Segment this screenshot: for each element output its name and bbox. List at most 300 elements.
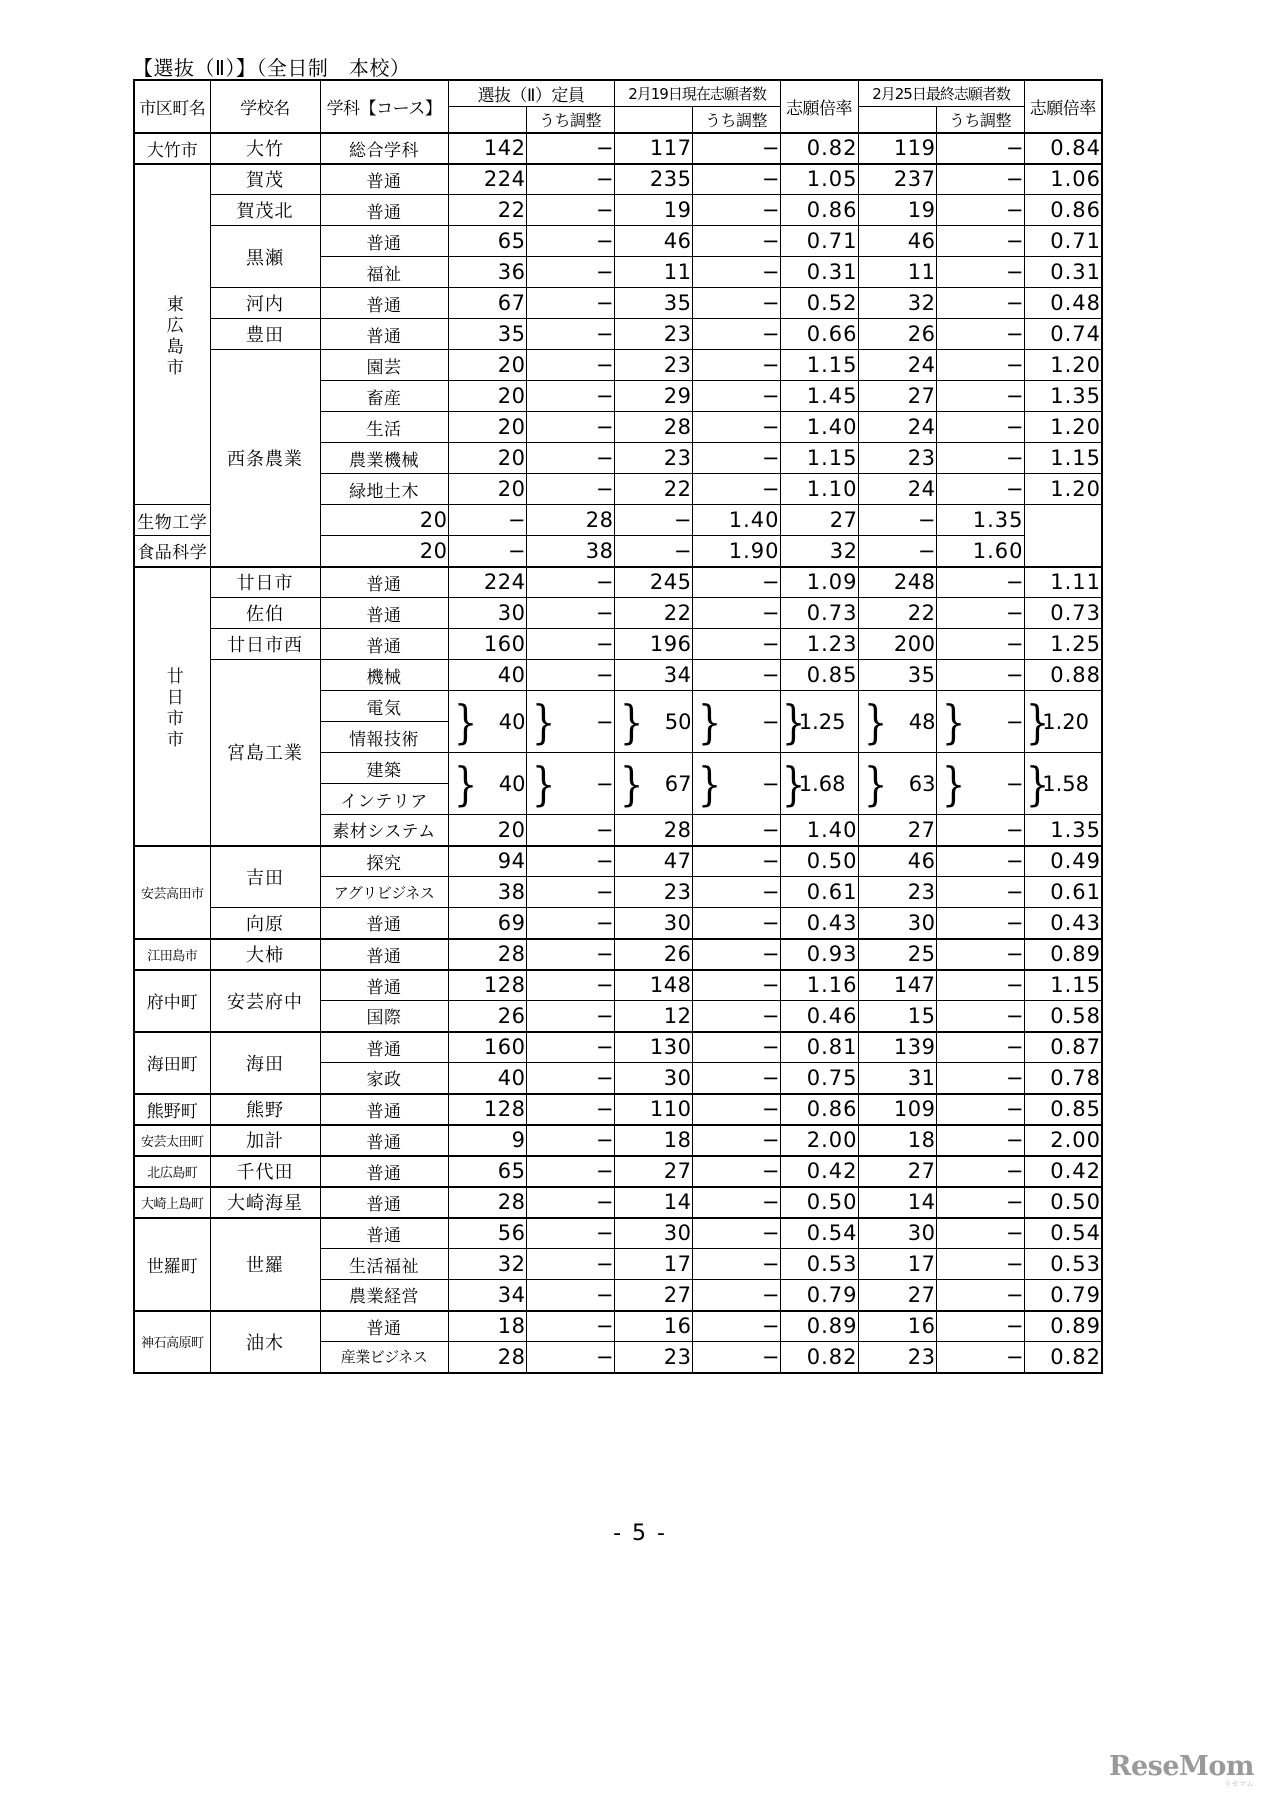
cell-applicants-feb19: 30 [614, 908, 692, 939]
cell-school: 賀茂北 [210, 195, 320, 226]
cell-quota: 160 [448, 1032, 526, 1063]
cell-rate-feb25: 0.87 [1024, 1032, 1102, 1063]
cell-applicants-feb19-adjust: − [692, 1001, 780, 1032]
cell-applicants-feb25: 19 [858, 195, 936, 226]
cell-course: 情報技術 [320, 722, 448, 753]
th-quota-value [448, 107, 526, 133]
brace-icon: } [863, 756, 887, 811]
cell-rate-feb19: 1.05 [780, 164, 858, 195]
cell-applicants-feb25-adjust: − [936, 381, 1024, 412]
cell-course: 総合学科 [320, 133, 448, 164]
cell-course: 生活福祉 [320, 1249, 448, 1280]
cell-quota-adjust: − [526, 598, 614, 629]
cell-applicants-feb19-adjust: − [692, 381, 780, 412]
cell-applicants-feb19: 27 [614, 1280, 692, 1311]
cell-quota-adjust: − [526, 815, 614, 846]
page-title: 【選抜（Ⅱ）】（全日制 本校） [133, 56, 411, 80]
cell-applicants-feb25-adjust: − [936, 1094, 1024, 1125]
brace-icon: } [531, 756, 555, 811]
cell-course: 普通 [320, 1187, 448, 1218]
th-app25-value [858, 107, 936, 133]
cell-applicants-feb19: 17 [614, 1249, 692, 1280]
cell-quota-adjust: − [526, 1094, 614, 1125]
cell-course: 普通 [320, 226, 448, 257]
table-row [134, 660, 1102, 691]
cell-quota-value: 40 [498, 709, 526, 734]
cell-applicants-feb25: 23 [858, 443, 936, 474]
cell-quota-adjust: − [526, 1001, 614, 1032]
cell-course: 家政 [320, 1063, 448, 1094]
cell-rate-feb25: 1.20 [1024, 412, 1102, 443]
cell-applicants-feb25-adjust-value: − [1005, 709, 1024, 734]
cell-applicants-feb25-adjust: − [936, 443, 1024, 474]
cell-city: 熊野町 [134, 1094, 210, 1125]
cell-quota: 56 [448, 1218, 526, 1249]
cell-quota: 40 [448, 660, 526, 691]
cell-quota-adjust: − [526, 1249, 614, 1280]
cell-rate-feb25: 1.35 [936, 505, 1024, 536]
cell-rate-feb19: 0.31 [780, 257, 858, 288]
cell-quota [448, 753, 526, 815]
cell-applicants-feb25-value: 63 [908, 771, 936, 796]
cell-school: 佐伯 [210, 598, 320, 629]
cell-applicants-feb25-adjust: − [936, 1218, 1024, 1249]
cell-applicants-feb19: 28 [526, 505, 614, 536]
cell-applicants-feb19-adjust: − [692, 350, 780, 381]
cell-rate-feb19: 0.42 [780, 1156, 858, 1187]
table-row [134, 164, 1102, 195]
cell-rate-feb19: 1.10 [780, 474, 858, 505]
cell-school: 西条農業 [210, 350, 320, 567]
table-row [134, 1032, 1102, 1063]
cell-city: 世羅町 [134, 1218, 210, 1311]
cell-course: 普通 [320, 598, 448, 629]
cell-applicants-feb25-adjust: − [936, 350, 1024, 381]
cell-course: 食品科学 [134, 536, 210, 567]
cell-course: 普通 [320, 908, 448, 939]
th-app19-group: 2月19日現在志願者数 [614, 80, 780, 107]
cell-course: 普通 [320, 970, 448, 1001]
cell-rate-feb25-value: 1.58 [1042, 771, 1090, 796]
brace-icon: } [1025, 756, 1049, 811]
cell-course: 建築 [320, 753, 448, 784]
cell-applicants-feb19-adjust: − [692, 319, 780, 350]
cell-school: 海田 [210, 1032, 320, 1094]
cell-school: 宮島工業 [210, 660, 320, 846]
cell-course: 緑地土木 [320, 474, 448, 505]
cell-rate-feb25: 0.71 [1024, 226, 1102, 257]
cell-applicants-feb25-adjust: − [936, 1063, 1024, 1094]
cell-applicants-feb25-adjust: − [936, 970, 1024, 1001]
cell-quota-adjust: − [526, 226, 614, 257]
cell-applicants-feb19: 46 [614, 226, 692, 257]
cell-school: 熊野 [210, 1094, 320, 1125]
cell-school: 安芸府中 [210, 970, 320, 1032]
cell-applicants-feb19: 117 [614, 133, 692, 164]
cell-applicants-feb19: 28 [614, 412, 692, 443]
cell-course: 農業経営 [320, 1280, 448, 1311]
cell-rate-feb25: 0.54 [1024, 1218, 1102, 1249]
cell-applicants-feb19-adjust: − [692, 443, 780, 474]
cell-applicants-feb25: 147 [858, 970, 936, 1001]
cell-rate-feb19: 0.61 [780, 877, 858, 908]
cell-applicants-feb25-adjust: − [936, 257, 1024, 288]
cell-rate-feb19: 0.43 [780, 908, 858, 939]
cell-applicants-feb25: 32 [858, 288, 936, 319]
cell-rate-feb25: 0.78 [1024, 1063, 1102, 1094]
cell-applicants-feb25-adjust: − [936, 1156, 1024, 1187]
cell-quota: 128 [448, 1094, 526, 1125]
table-row [134, 288, 1102, 319]
cell-applicants-feb25: 27 [858, 1156, 936, 1187]
cell-applicants-feb19: 245 [614, 567, 692, 598]
cell-applicants-feb25-adjust: − [936, 1187, 1024, 1218]
cell-applicants-feb25: 30 [858, 908, 936, 939]
cell-applicants-feb19-adjust: − [614, 505, 692, 536]
cell-applicants-feb25-value: 48 [908, 709, 936, 734]
cell-applicants-feb25-adjust: − [936, 133, 1024, 164]
cell-applicants-feb25: 14 [858, 1187, 936, 1218]
cell-applicants-feb25: 35 [858, 660, 936, 691]
cell-rate-feb19: 0.75 [780, 1063, 858, 1094]
cell-applicants-feb19-value: 50 [664, 709, 692, 734]
watermark-text: ReseMom [1109, 1751, 1254, 1782]
cell-quota: 20 [448, 815, 526, 846]
cell-rate-feb19: 0.54 [780, 1218, 858, 1249]
cell-course: 普通 [320, 195, 448, 226]
cell-school: 油木 [210, 1311, 320, 1373]
cell-school: 大竹 [210, 133, 320, 164]
cell-applicants-feb25-adjust: − [936, 1280, 1024, 1311]
cell-quota-adjust-value: − [595, 771, 614, 796]
cell-applicants-feb25: 27 [780, 505, 858, 536]
cell-quota: 20 [320, 505, 448, 536]
cell-school: 大崎海星 [210, 1187, 320, 1218]
cell-applicants-feb19: 38 [526, 536, 614, 567]
cell-applicants-feb25-adjust: − [936, 1249, 1024, 1280]
cell-course: 普通 [320, 288, 448, 319]
cell-applicants-feb19: 22 [614, 474, 692, 505]
th-course: 学科【コース】 [320, 80, 448, 133]
cell-rate-feb19: 0.73 [780, 598, 858, 629]
cell-applicants-feb19-adjust: − [692, 412, 780, 443]
cell-applicants-feb25-adjust: − [936, 474, 1024, 505]
cell-rate-feb19: 1.40 [780, 412, 858, 443]
cell-city: 東広島市 [134, 164, 210, 505]
cell-applicants-feb19-adjust: − [692, 1218, 780, 1249]
cell-school: 吉田 [210, 846, 320, 908]
cell-applicants-feb25-adjust: − [936, 1311, 1024, 1342]
cell-applicants-feb25: 11 [858, 257, 936, 288]
cell-rate-feb19: 0.46 [780, 1001, 858, 1032]
table-row [134, 1187, 1102, 1218]
cell-applicants-feb19 [614, 691, 692, 753]
cell-quota-adjust: − [526, 629, 614, 660]
table-row [134, 567, 1102, 598]
cell-quota-adjust: − [526, 381, 614, 412]
cell-applicants-feb25: 17 [858, 1249, 936, 1280]
cell-applicants-feb25: 32 [780, 536, 858, 567]
cell-applicants-feb25: 109 [858, 1094, 936, 1125]
cell-course: 園芸 [320, 350, 448, 381]
cell-applicants-feb19: 235 [614, 164, 692, 195]
cell-course: 電気 [320, 691, 448, 722]
cell-course: 普通 [320, 1032, 448, 1063]
cell-quota: 65 [448, 226, 526, 257]
cell-applicants-feb19-adjust: − [692, 474, 780, 505]
cell-quota: 69 [448, 908, 526, 939]
cell-quota-adjust: − [526, 660, 614, 691]
cell-city: 北広島町 [134, 1156, 210, 1187]
cell-applicants-feb19: 14 [614, 1187, 692, 1218]
cell-quota: 36 [448, 257, 526, 288]
cell-course: 機械 [320, 660, 448, 691]
cell-rate-feb25: 1.06 [1024, 164, 1102, 195]
cell-applicants-feb19: 34 [614, 660, 692, 691]
cell-applicants-feb19: 23 [614, 1342, 692, 1373]
cell-rate-feb25: 0.85 [1024, 1094, 1102, 1125]
cell-course: 普通 [320, 939, 448, 970]
cell-quota-adjust-value: − [595, 709, 614, 734]
cell-rate-feb19: 1.40 [780, 815, 858, 846]
cell-city: 安芸太田町 [134, 1125, 210, 1156]
cell-applicants-feb19: 47 [614, 846, 692, 877]
cell-applicants-feb25: 46 [858, 226, 936, 257]
cell-applicants-feb25: 248 [858, 567, 936, 598]
brace-icon: } [697, 694, 721, 749]
cell-applicants-feb19-adjust: − [692, 1311, 780, 1342]
cell-course: 普通 [320, 1125, 448, 1156]
cell-applicants-feb19-adjust: − [692, 939, 780, 970]
cell-applicants-feb25-adjust-value: − [1005, 771, 1024, 796]
cell-course: 生活 [320, 412, 448, 443]
cell-rate-feb19: 0.82 [780, 1342, 858, 1373]
cell-school: 向原 [210, 908, 320, 939]
cell-school: 河内 [210, 288, 320, 319]
cell-rate-feb25: 0.73 [1024, 598, 1102, 629]
cell-applicants-feb25: 15 [858, 1001, 936, 1032]
table-header [134, 80, 1102, 133]
cell-course: 普通 [320, 629, 448, 660]
cell-course: 生物工学 [134, 505, 210, 536]
cell-quota: 28 [448, 1342, 526, 1373]
cell-quota-adjust: − [526, 939, 614, 970]
cell-rate-feb25: 1.35 [1024, 381, 1102, 412]
th-rate19: 志願倍率 [780, 80, 858, 133]
cell-quota: 94 [448, 846, 526, 877]
cell-rate-feb19-value: 1.68 [798, 771, 846, 796]
cell-applicants-feb25: 31 [858, 1063, 936, 1094]
cell-applicants-feb19-value: 67 [664, 771, 692, 796]
brace-icon: } [453, 694, 477, 749]
cell-applicants-feb19-adjust: − [692, 1156, 780, 1187]
table-row [134, 319, 1102, 350]
cell-applicants-feb25: 26 [858, 319, 936, 350]
cell-applicants-feb25-adjust: − [936, 598, 1024, 629]
cell-city: 神石高原町 [134, 1311, 210, 1373]
cell-applicants-feb19: 196 [614, 629, 692, 660]
cell-quota: 20 [448, 474, 526, 505]
cell-city: 江田島市 [134, 939, 210, 970]
cell-rate-feb19: 1.23 [780, 629, 858, 660]
cell-applicants-feb19-adjust: − [692, 629, 780, 660]
cell-quota-adjust: − [526, 443, 614, 474]
cell-rate-feb19: 1.90 [692, 536, 780, 567]
cell-rate-feb25: 0.86 [1024, 195, 1102, 226]
table-row [134, 1125, 1102, 1156]
cell-rate-feb25: 1.60 [936, 536, 1024, 567]
cell-applicants-feb19-adjust [692, 753, 780, 815]
cell-applicants-feb25: 16 [858, 1311, 936, 1342]
cell-rate-feb19: 2.00 [780, 1125, 858, 1156]
cell-applicants-feb25-adjust: − [936, 164, 1024, 195]
cell-applicants-feb25: 23 [858, 1342, 936, 1373]
brace-icon: } [1025, 694, 1049, 749]
cell-applicants-feb19-adjust: − [692, 226, 780, 257]
cell-rate-feb19 [780, 691, 858, 753]
cell-applicants-feb25: 139 [858, 1032, 936, 1063]
cell-applicants-feb25: 18 [858, 1125, 936, 1156]
cell-applicants-feb25-adjust: − [936, 195, 1024, 226]
cell-rate-feb19: 1.15 [780, 443, 858, 474]
cell-applicants-feb25: 24 [858, 474, 936, 505]
cell-rate-feb25 [1024, 691, 1102, 753]
cell-quota [448, 691, 526, 753]
table-row [134, 133, 1102, 164]
cell-applicants-feb19-adjust: − [692, 815, 780, 846]
cell-rate-feb25: 0.82 [1024, 1342, 1102, 1373]
table-row [134, 226, 1102, 257]
table-row [134, 1094, 1102, 1125]
table-body [134, 133, 1102, 1373]
cell-rate-feb19: 0.82 [780, 133, 858, 164]
cell-applicants-feb19-adjust: − [692, 257, 780, 288]
cell-rate-feb19: 0.85 [780, 660, 858, 691]
cell-applicants-feb25-adjust: − [936, 846, 1024, 877]
cell-rate-feb25: 1.15 [1024, 443, 1102, 474]
cell-applicants-feb19-adjust: − [692, 660, 780, 691]
cell-applicants-feb19: 30 [614, 1063, 692, 1094]
cell-applicants-feb19: 12 [614, 1001, 692, 1032]
cell-rate-feb25: 2.00 [1024, 1125, 1102, 1156]
cell-course: 普通 [320, 1156, 448, 1187]
cell-rate-feb19: 0.50 [780, 1187, 858, 1218]
brace-icon: } [619, 694, 643, 749]
cell-quota: 20 [448, 381, 526, 412]
cell-quota: 18 [448, 1311, 526, 1342]
cell-rate-feb19: 0.50 [780, 846, 858, 877]
cell-rate-feb25: 0.49 [1024, 846, 1102, 877]
table-row [134, 970, 1102, 1001]
cell-quota-adjust: − [526, 1311, 614, 1342]
cell-city: 大崎上島町 [134, 1187, 210, 1218]
cell-quota-adjust: − [526, 1187, 614, 1218]
cell-applicants-feb19: 148 [614, 970, 692, 1001]
cell-applicants-feb25: 27 [858, 815, 936, 846]
cell-rate-feb25: 0.89 [1024, 1311, 1102, 1342]
cell-quota-adjust: − [526, 1063, 614, 1094]
cell-rate-feb25: 0.84 [1024, 133, 1102, 164]
brace-icon: } [697, 756, 721, 811]
cell-quota: 28 [448, 1187, 526, 1218]
table-row [134, 939, 1102, 970]
cell-rate-feb25: 1.11 [1024, 567, 1102, 598]
cell-quota-adjust: − [526, 257, 614, 288]
th-city: 市区町名 [134, 80, 210, 133]
cell-school: 世羅 [210, 1218, 320, 1311]
brace-icon: } [863, 694, 887, 749]
cell-quota: 160 [448, 629, 526, 660]
cell-school: 賀茂 [210, 164, 320, 195]
cell-school: 廿日市西 [210, 629, 320, 660]
cell-applicants-feb19: 35 [614, 288, 692, 319]
cell-quota-adjust: − [526, 970, 614, 1001]
cell-quota: 224 [448, 164, 526, 195]
cell-city: 府中町 [134, 970, 210, 1032]
table-row [134, 908, 1102, 939]
cell-rate-feb25: 0.42 [1024, 1156, 1102, 1187]
cell-quota-adjust: − [526, 288, 614, 319]
cell-quota-adjust [526, 691, 614, 753]
th-school: 学校名 [210, 80, 320, 133]
cell-quota-value: 40 [498, 771, 526, 796]
cell-applicants-feb19: 130 [614, 1032, 692, 1063]
th-app19-value [614, 107, 692, 133]
cell-course: 農業機械 [320, 443, 448, 474]
cell-applicants-feb19: 23 [614, 443, 692, 474]
table-row [134, 195, 1102, 226]
cell-applicants-feb25-adjust: − [936, 567, 1024, 598]
cell-quota: 28 [448, 939, 526, 970]
cell-rate-feb25: 0.53 [1024, 1249, 1102, 1280]
brace-icon: } [781, 756, 805, 811]
cell-rate-feb25: 1.15 [1024, 970, 1102, 1001]
cell-quota: 20 [448, 350, 526, 381]
cell-applicants-feb25: 25 [858, 939, 936, 970]
cell-applicants-feb25: 24 [858, 350, 936, 381]
cell-rate-feb19: 0.79 [780, 1280, 858, 1311]
brace-icon: } [619, 756, 643, 811]
cell-city: 大竹市 [134, 133, 210, 164]
cell-course: 素材システム [320, 815, 448, 846]
cell-applicants-feb19-adjust: − [692, 908, 780, 939]
cell-applicants-feb25: 200 [858, 629, 936, 660]
cell-quota: 35 [448, 319, 526, 350]
cell-rate-feb25: 0.43 [1024, 908, 1102, 939]
cell-applicants-feb19: 18 [614, 1125, 692, 1156]
th-app25-group: 2月25日最終志願者数 [858, 80, 1024, 107]
cell-rate-feb19-value: 1.25 [798, 709, 846, 734]
cell-applicants-feb19-adjust: − [692, 1187, 780, 1218]
cell-quota: 142 [448, 133, 526, 164]
cell-rate-feb19: 1.09 [780, 567, 858, 598]
cell-applicants-feb19-adjust: − [692, 288, 780, 319]
cell-quota: 9 [448, 1125, 526, 1156]
cell-applicants-feb19-adjust: − [692, 567, 780, 598]
brace-icon: } [941, 694, 965, 749]
cell-quota-adjust: − [526, 412, 614, 443]
cell-rate-feb25: 0.31 [1024, 257, 1102, 288]
cell-city: 廿日市市 [134, 567, 210, 846]
cell-applicants-feb19-adjust: − [692, 195, 780, 226]
cell-applicants-feb19-adjust-value: − [761, 771, 780, 796]
cell-quota-adjust: − [526, 1156, 614, 1187]
cell-applicants-feb19: 30 [614, 1218, 692, 1249]
brace-icon: } [781, 694, 805, 749]
cell-city: 海田町 [134, 1032, 210, 1094]
cell-quota-adjust: − [526, 474, 614, 505]
cell-rate-feb19: 0.52 [780, 288, 858, 319]
